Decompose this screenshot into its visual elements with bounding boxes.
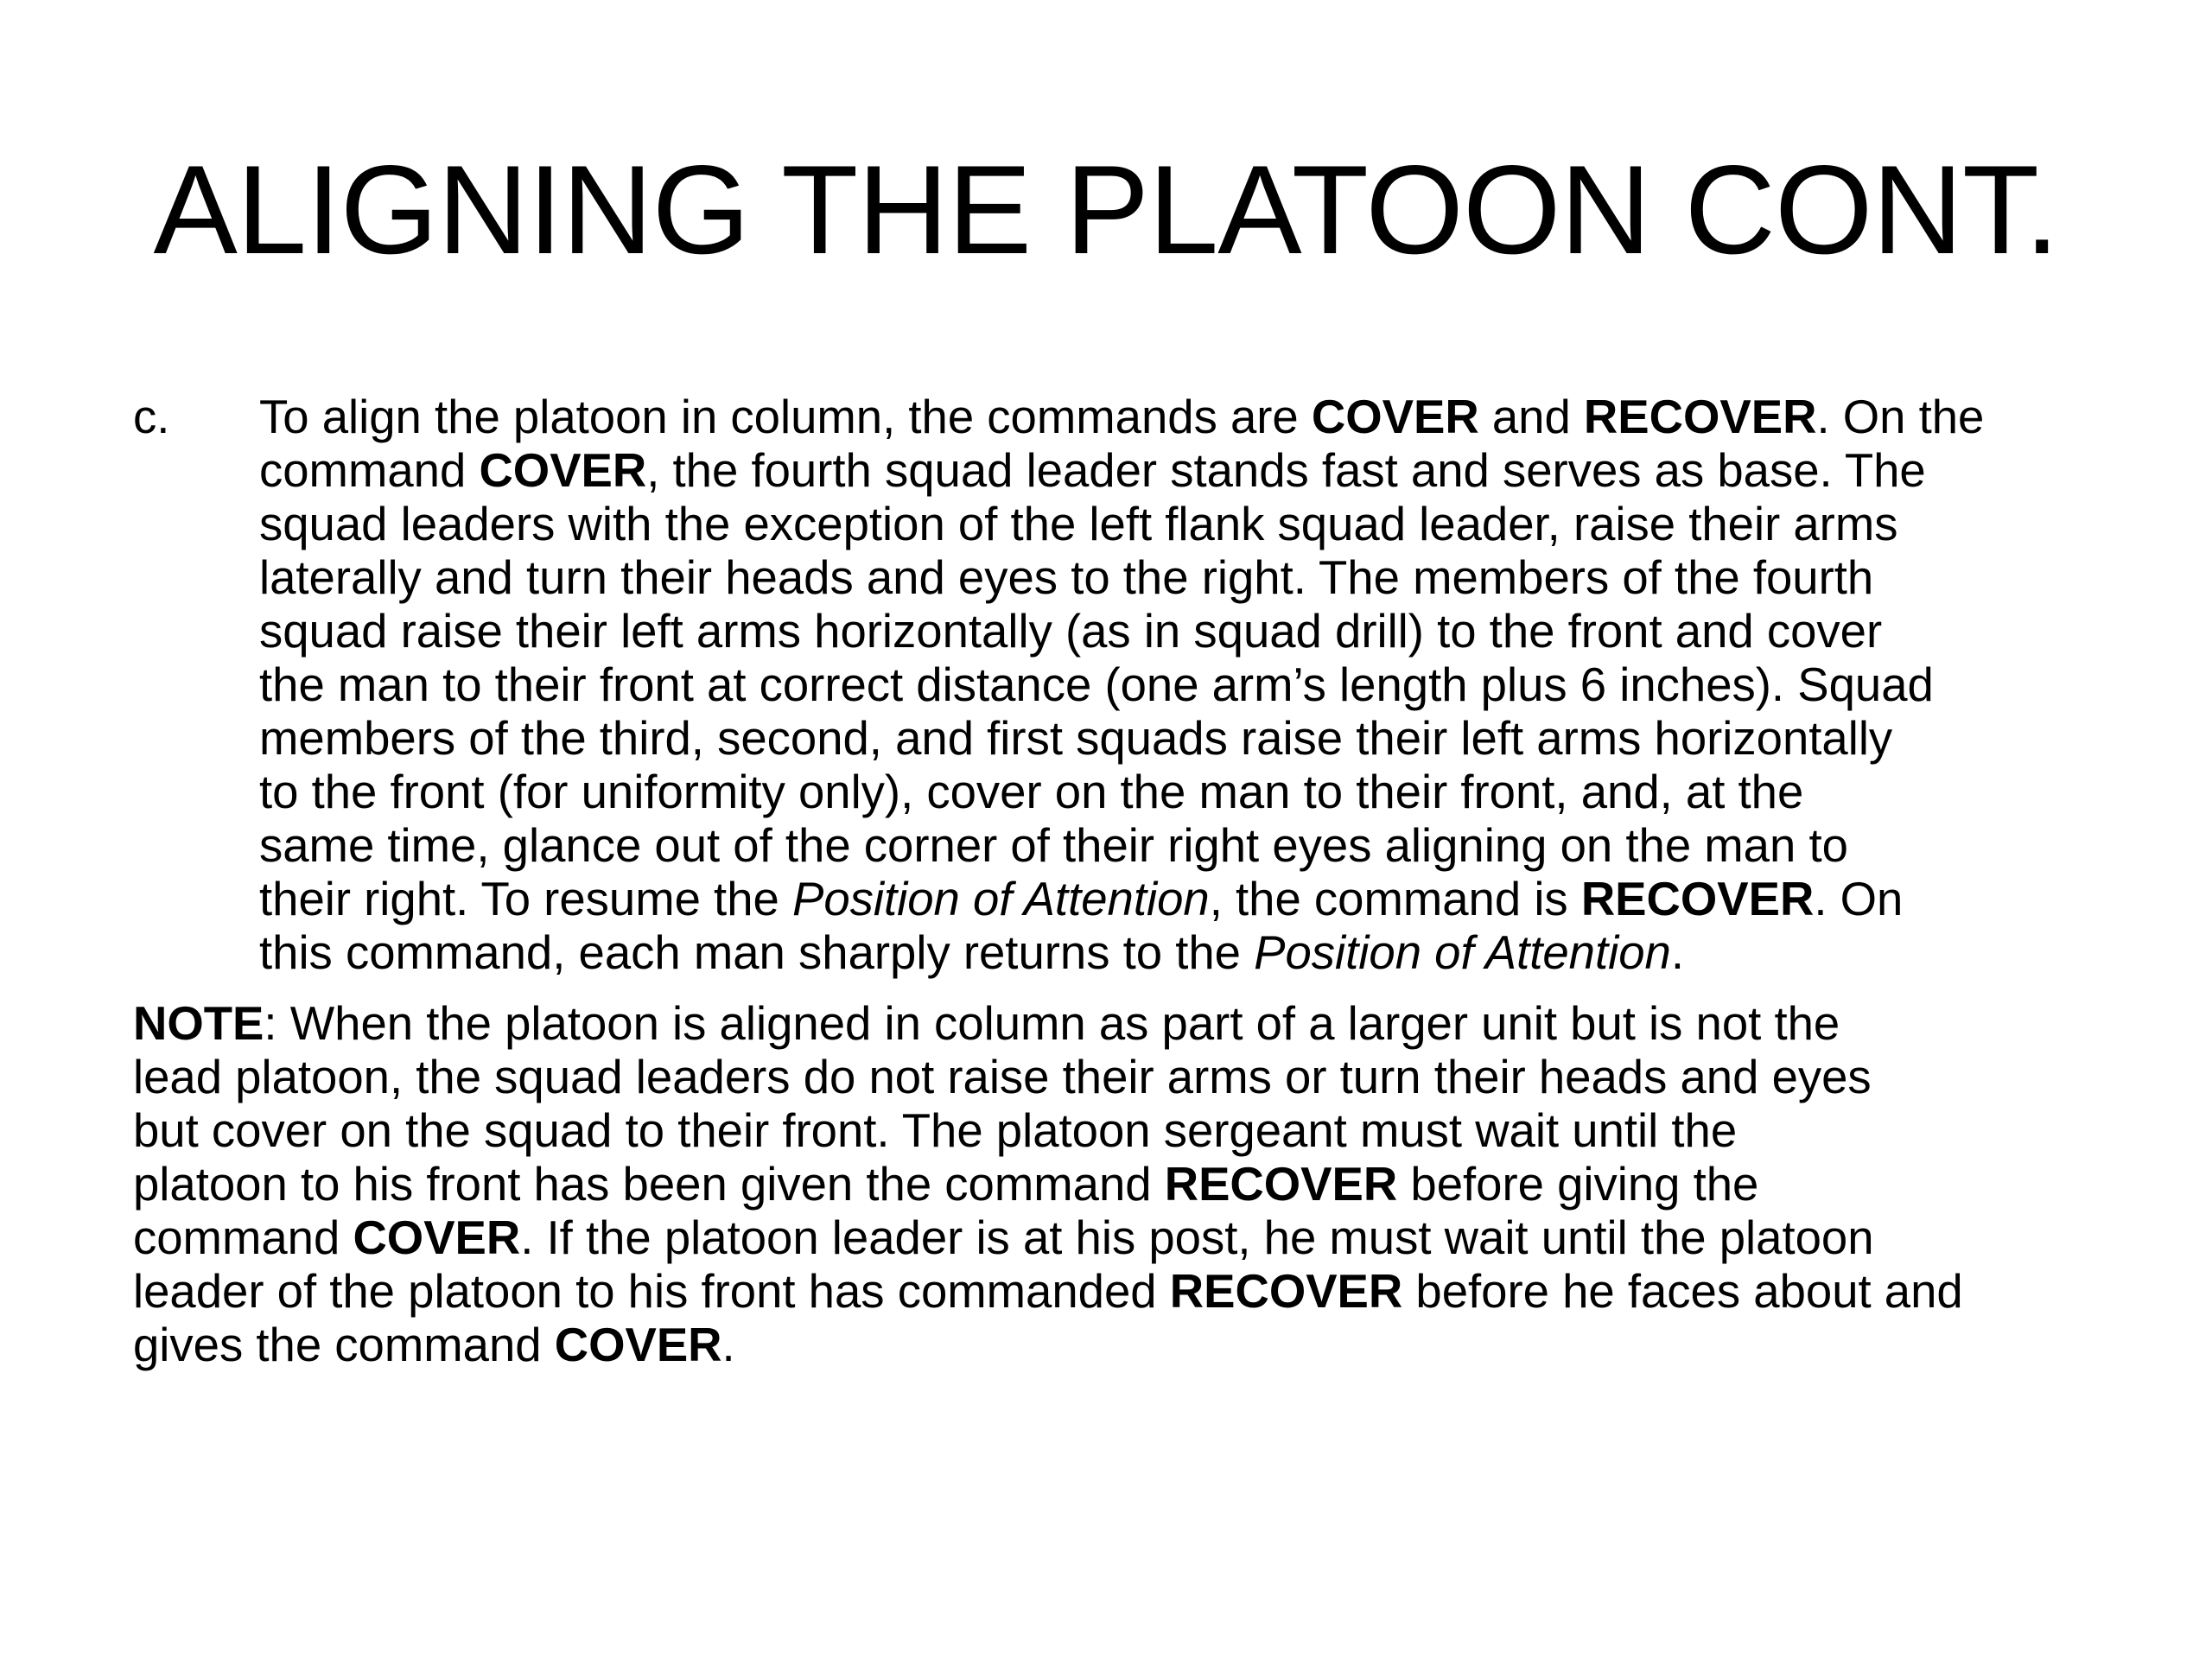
text-line (133, 1265, 2112, 1319)
text-line (259, 551, 2212, 605)
text-run: . On the (1816, 391, 1985, 443)
text-line (259, 391, 2212, 444)
text-run: squad raise their left arms horizontally (as in squad drill) to the front and cover (259, 605, 1883, 658)
bold-command-text: COVER (554, 1319, 722, 1371)
bold-command-text: NOTE (133, 997, 264, 1050)
bold-command-text: RECOVER (1580, 873, 1815, 925)
text-run: . If the platoon leader is at his post, he must wait until the platoon (520, 1211, 1874, 1264)
text-line (133, 997, 2112, 1051)
text-run: , the command is (1209, 873, 1581, 925)
bold-command-text: COVER (479, 444, 647, 497)
text-run: To align the platoon in column, the commands are (259, 391, 1312, 443)
text-run: command (133, 1211, 353, 1264)
text-run: same time, glance out of the corner of their right eyes aligning on the man to (259, 819, 1848, 872)
text-run: . On (1814, 873, 1904, 925)
text-line (133, 1051, 2112, 1104)
note-paragraph (133, 997, 2112, 1372)
text-run: to the front (for uniformity only), cover on the man to their front, and, at the (259, 766, 1804, 818)
text-run: , the fourth squad leader stands fast and serves as base. The (646, 444, 1926, 497)
text-run: . (1670, 926, 1684, 979)
text-line (133, 1319, 2112, 1372)
list-item-marker: c. (133, 391, 170, 443)
bold-command-text: RECOVER (1169, 1265, 1403, 1318)
text-line (259, 766, 2212, 819)
text-line (259, 819, 2212, 873)
text-line (133, 1104, 2112, 1158)
text-run: members of the third, second, and first squads raise their left arms horizontally (259, 712, 1893, 765)
text-run: before he faces about and (1402, 1265, 1963, 1318)
text-run: and (1478, 391, 1584, 443)
bold-command-text: COVER (1311, 391, 1479, 443)
text-line (259, 605, 2212, 658)
text-run: but cover on the squad to their front. The platoon sergeant must wait until the (133, 1104, 1738, 1157)
text-run: the man to their front at correct distance (one arm’s length plus 6 inches). Squad (259, 658, 1934, 711)
bold-command-text: RECOVER (1583, 391, 1817, 443)
text-line (259, 926, 2212, 980)
text-run: this command, each man sharply returns to the (259, 926, 1255, 979)
text-run: platoon to his front has been given the command (133, 1158, 1165, 1211)
text-run: laterally and turn their heads and eyes to the right. The members of the fourth (259, 551, 1874, 604)
text-line (259, 444, 2212, 498)
text-run: . (721, 1319, 735, 1371)
slide-title: ALIGNING THE PLATOON CONT. (153, 139, 2059, 280)
text-line (259, 873, 2212, 926)
text-run: their right. To resume the (259, 873, 792, 925)
bold-command-text: COVER (353, 1211, 521, 1264)
text-run: command (259, 444, 480, 497)
text-run: gives the command (133, 1319, 555, 1371)
text-run: leader of the platoon to his front has commanded (133, 1265, 1170, 1318)
text-line (259, 712, 2212, 766)
text-run: squad leaders with the exception of the left flank squad leader, raise their arms (259, 498, 1898, 550)
italic-term-text: Position of Attention (791, 873, 1210, 925)
text-run: before giving the (1397, 1158, 1759, 1211)
text-line (133, 1211, 2112, 1265)
bold-command-text: RECOVER (1164, 1158, 1398, 1211)
text-line (133, 1158, 2112, 1211)
italic-term-text: Position of Attention (1254, 926, 1671, 979)
text-run: : When the platoon is aligned in column as part of a larger unit but is not the (264, 997, 1840, 1050)
text-line (259, 658, 2212, 712)
text-run: lead platoon, the squad leaders do not raise their arms or turn their heads and eyes (133, 1051, 1872, 1103)
text-line (259, 498, 2212, 551)
list-item-body (259, 391, 2212, 980)
